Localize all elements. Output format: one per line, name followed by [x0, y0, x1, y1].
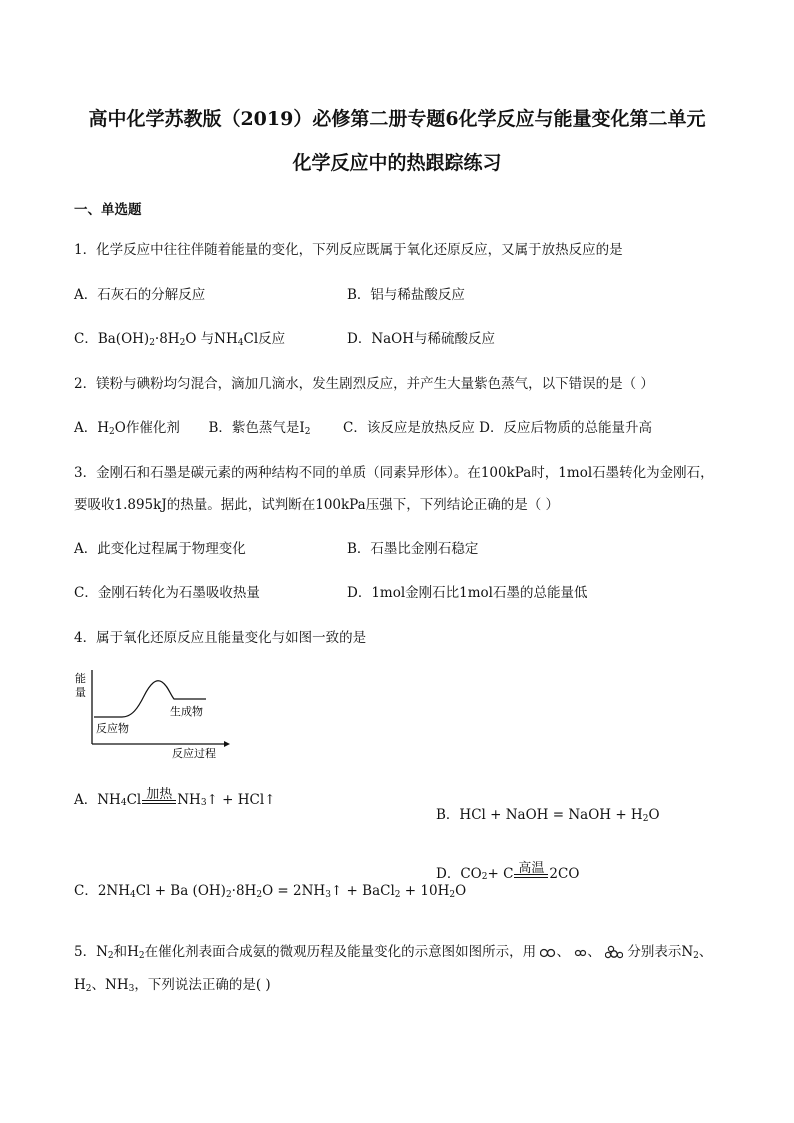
q3-stem-line-1: 3．金刚石和石墨是碳元素的两种结构不同的单质（同素异形体）。在100kPa时，1mol石墨转化为金刚石， [74, 465, 714, 481]
q4-option-a: A．NH $_4$ Cl 加热 NH $_3$ ↑ + HCl↑ [74, 787, 276, 808]
q3-option-b: B．石墨比金刚石稳定 [347, 541, 479, 557]
q1-option-c: C．$Ba(OH)_2\cdot 8H_2O$ 与$NH_4Cl$反应 [74, 331, 286, 348]
q1-option-d: D．NaOH与稀硫酸反应 [347, 331, 496, 347]
q2-option-b: B．紫色蒸气是$I_2$ [208, 420, 311, 437]
x-label: 反应过程 [172, 747, 216, 760]
q5-line-2: $H_2$、$NH_3$，下列说法正确的是( ) [74, 977, 271, 994]
q2-options [74, 416, 652, 437]
q4-option-b: B．HCl + NaOH = NaOH + $H_2O$ [436, 807, 660, 824]
q2-stem: 2．镁粉与碘粉均匀混合，滴加几滴水，发生剧烈反应，并产生大量紫色蒸气，以下错误的是（ ） [74, 376, 654, 392]
q3-option-d: D．1mol金刚石比1mol石墨的总能量低 [347, 585, 588, 601]
energy-diagram [72, 668, 232, 760]
q2-option-c: C．该反应是放热反应 [343, 420, 475, 436]
reactant-label: 反应物 [96, 722, 129, 735]
section-heading: 一、单选题 [74, 202, 142, 218]
title-line-2: 化学反应中的热跟踪练习 [292, 152, 502, 174]
nh3-molecule-icon [605, 945, 623, 961]
q4-option-c: C．$2NH_4Cl + Ba$ $(OH)_2\cdot 8H_2O$ = $2NH_3↑$ + BaCl$_2$ + $10H_2O$ [74, 883, 467, 900]
q5-line-1: 5．$N_2$和$H_2$在催化剂表面合成氨的微观历程及能量变化的示意图如图所示，用 、 、 分别表示$N_2$、 [74, 944, 713, 961]
q3-option-c: C．金刚石转化为石墨吸收热量 [74, 585, 260, 601]
n2-molecule-icon [540, 948, 556, 958]
q3-option-a: A．此变化过程属于物理变化 [74, 541, 246, 557]
q4-option-d: D．CO $_2$ + C 高温 2CO [436, 861, 580, 882]
q1-option-a: A．石灰石的分解反应 [74, 287, 206, 303]
h2-molecule-icon [574, 948, 587, 958]
y-label-1: 能 [75, 672, 86, 685]
y-label-2: 量 [75, 686, 86, 699]
q4-stem: 4．属于氧化还原反应且能量变化与如图一致的是 [74, 630, 367, 646]
x-axis-arrow [224, 741, 230, 747]
q1-option-b: B．铝与稀盐酸反应 [347, 287, 465, 303]
product-label: 生成物 [170, 705, 203, 718]
q2-option-d: D．反应后物质的总能量升高 [479, 420, 652, 436]
title-line-1: 高中化学苏教版（2019）必修第二册专题6化学反应与能量变化第二单元 [88, 108, 706, 130]
q1-stem: 1．化学反应中往往伴随着能量的变化，下列反应既属于氧化还原反应，又属于放热反应的是 [74, 242, 623, 258]
q2-option-a: A．$H_2O$作催化剂 [74, 420, 180, 437]
q3-stem-line-2: 要吸收1.895kJ的热量。据此，试判断在100kPa压强下，下列结论正确的是（ ） [74, 497, 560, 513]
